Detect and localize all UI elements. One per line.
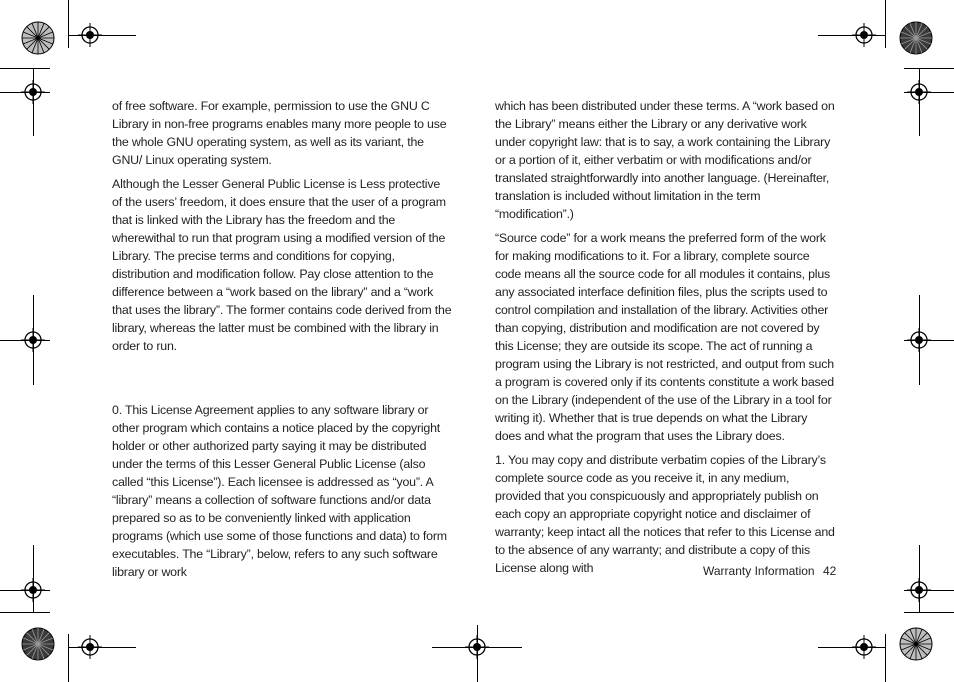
paragraph: of free software. For example, permission to use the GNU C Library in non-free programs enables many more people to use the whole GNU operating system, as well as its variant, the GNU/ Linux operating system. [112, 99, 447, 167]
paragraph-gap [112, 361, 452, 401]
paragraph: “Source code” for a work means the preferred form of the work for making modifications to it. For a library, complete source code means all the source code for all modules it contains, plus any associated interface definition files, plus the scripts used to control compilation and installation of the library. Activities other than copying, distribution and modification are not covered by this License; they are outside its scope. The act of running a program using the Library is not restricted, and output from such a program is covered only if its contents constitute a work based on the Library (independent of the use of the Library in a tool for writing it). Whether that is true depends on what the Library does and what the program that uses the Library does. [495, 231, 834, 443]
left-column [112, 97, 452, 587]
registration-mark-icon [907, 328, 931, 352]
paragraph: which has been distributed under these terms. A “work based on the Library” means either the Library or any derivative work under copyright law: that is to say, a work containing the Library or a portion of it, either verbatim or with modifications and/or translated straightforwardly into another language. (Hereinafter, translation is included without limitation in the term “modification”.) [495, 99, 835, 221]
crop-line [904, 68, 954, 69]
registration-mark-icon [21, 578, 45, 602]
registration-mark-icon [78, 23, 102, 47]
crop-line [885, 634, 886, 682]
registration-mark-icon [78, 635, 102, 659]
crop-line [68, 0, 69, 48]
registration-mark-icon [907, 80, 931, 104]
footer-section-title: Warranty Information [703, 564, 815, 578]
crop-line [0, 612, 50, 613]
paragraph: Although the Lesser General Public License is Less protective of the users’ freedom, it does ensure that the user of a program that is linked with the Library has the freedom and the wherewithal to run that program using a modified version of the Library. The precise terms and conditions for copying, distribution and modification follow. Pay close attention to the difference between a “work based on the library” and a “work that uses the library”. The former contains code derived from the library, whereas the latter must be combined with the library in order to run. [112, 177, 452, 353]
paragraph: 0. This License Agreement applies to any software library or other program which contains a notice placed by the copyright holder or other authorized party saying it may be distributed under the terms of this Lesser General Public License (also called “this License”). Each licensee is addressed as “you”. A “library” means a collection of software functions and/or data prepared so as to be conveniently linked with application programs (which use some of those functions and data) to form executables. The “Library”, below, refers to any such software library or work [112, 403, 447, 579]
right-column [495, 97, 835, 583]
starburst-icon [899, 627, 933, 661]
registration-mark-icon [21, 328, 45, 352]
paragraph: 1. You may copy and distribute verbatim copies of the Library’s complete source code as you receive it, in any medium, provided that you conspicuously and appropriately publish on each copy an appropriate copyright notice and disclaimer of warranty; keep intact all the notices that refer to this License and to the absence of any warranty; and distribute a copy of this License along with [495, 453, 835, 575]
crop-line [68, 634, 69, 682]
registration-mark-icon [852, 635, 876, 659]
registration-mark-icon [907, 578, 931, 602]
page-number: 42 [823, 564, 837, 578]
crop-line [885, 0, 886, 48]
registration-mark-icon [852, 23, 876, 47]
starburst-icon [21, 21, 55, 55]
registration-mark-icon [465, 635, 489, 659]
starburst-icon [899, 21, 933, 55]
starburst-icon [21, 627, 55, 661]
crop-line [904, 612, 954, 613]
registration-mark-icon [21, 80, 45, 104]
crop-line [0, 68, 50, 69]
